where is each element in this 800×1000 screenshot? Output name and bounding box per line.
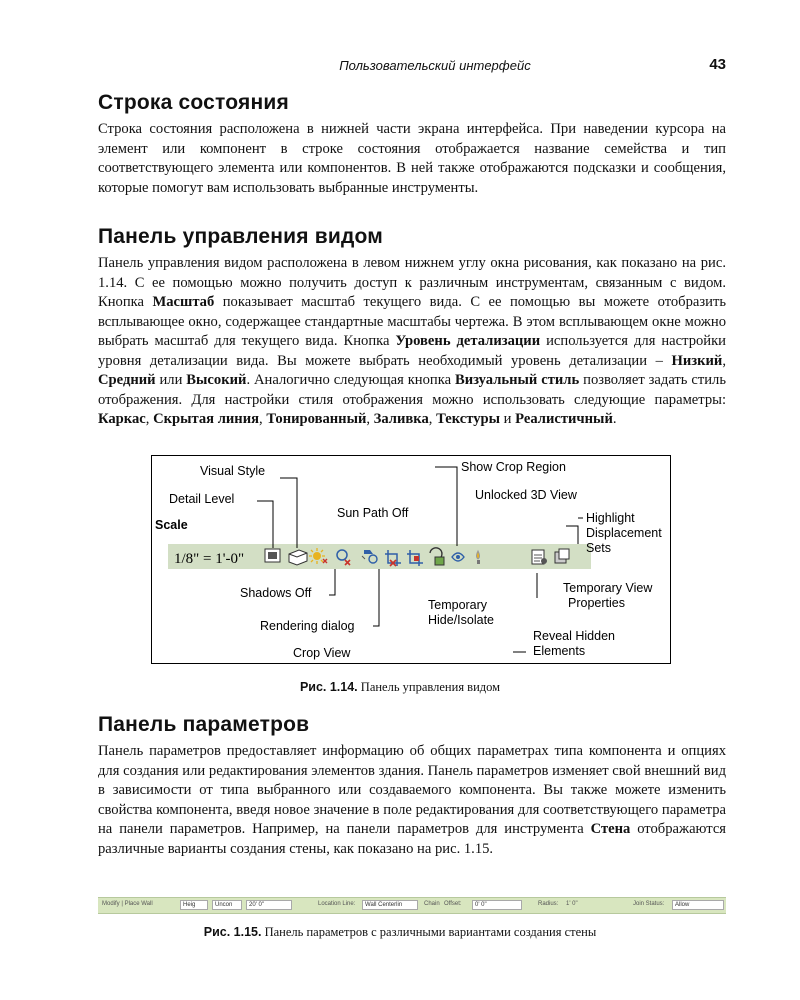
- detail-level-label: Detail Level: [169, 492, 235, 506]
- modify-place-wall-label: Modify | Place Wall: [102, 901, 153, 907]
- height-select[interactable]: Heig: [180, 900, 208, 910]
- page-number: 43: [709, 56, 726, 73]
- detail-level-icon[interactable]: [265, 549, 280, 562]
- figure-view-control-bar: [151, 455, 671, 664]
- scale-button[interactable]: 1/8" = 1'-0": [174, 551, 245, 567]
- temporary-view-label-line1: Temporary View: [563, 581, 653, 595]
- highlight-label-line1: Highlight: [586, 511, 635, 525]
- join-status-label: Join Status:: [633, 901, 665, 907]
- location-line-label: Location Line:: [318, 901, 356, 907]
- shadows-off-label: Shadows Off: [240, 586, 312, 600]
- sun-path-off-label: Sun Path Off: [337, 506, 409, 520]
- section-heading-status-bar: Строка состояния: [98, 91, 289, 114]
- offset-input[interactable]: 0' 0": [472, 900, 522, 910]
- height-value-input[interactable]: 20' 0": [246, 900, 292, 910]
- show-crop-region-label: Show Crop Region: [461, 460, 566, 474]
- options-bar-paragraph: Панель параметров предоставляет информацию об общих параметрах типа компонента и опциях для создания или редактирования элементов здания. Панель параметров изменяет свой внешний вид в зависимости от типа выбранного или создаваемого компонента. Вы также можете изменить свойства компонента, введя новое значение в поле редактирования для соответствующего параметра на панели параметров. Например, на панели параметров для инструмента Стена отображаются различные варианты создания стены, как показано на рис. 1.15.: [98, 743, 727, 857]
- radius-value: 1' 0": [566, 901, 578, 907]
- join-status-select[interactable]: Allow: [672, 900, 724, 910]
- radius-checkbox[interactable]: Radius:: [538, 901, 559, 907]
- location-line-select[interactable]: Wall Centerlin: [362, 900, 418, 910]
- section-heading-options-bar: Панель параметров: [98, 713, 310, 736]
- highlight-label-line3: Sets: [586, 541, 612, 555]
- crop-view-label: Crop View: [293, 646, 351, 660]
- rendering-dialog-label: Rendering dialog: [260, 619, 355, 633]
- figure-1-14-caption: Рис. 1.14. Панель управления видом: [299, 680, 501, 694]
- chain-checkbox[interactable]: Chain: [424, 901, 440, 907]
- unconnected-select[interactable]: Uncon: [212, 900, 242, 910]
- section-heading-view-control: Панель управления видом: [98, 225, 383, 248]
- highlight-label-line2: Displacement: [586, 526, 662, 540]
- unlocked-3d-view-label: Unlocked 3D View: [475, 488, 577, 502]
- temporary-view-label-line2: Properties: [568, 596, 625, 610]
- temporary-hide-label-line1: Temporary: [428, 598, 488, 612]
- figure-annotated-toolbar: [152, 456, 672, 665]
- visual-style-label: Visual Style: [200, 464, 266, 478]
- running-header-title: Пользовательский интерфейс: [339, 58, 531, 73]
- scale-label: Scale: [155, 518, 188, 532]
- temporary-hide-label-line2: Hide/Isolate: [428, 613, 495, 627]
- figure-1-15-caption: Рис. 1.15. Панель параметров с различными вариантами создания стены: [203, 925, 597, 939]
- view-control-paragraph: Панель управления видом расположена в левом нижнем углу окна рисования, как показано на рис. 1.14. С ее помощью можно получить доступ к различным инструментам, связанным с видом. Кнопка Масштаб показывает масштаб текущего вида. С ее помощью вы можете отобразить всплывающее окно, содержащее стандартные масштабы чертежа. В этом всплывающем окне можно выбрать масштаб для текущего вида. Кнопка Уровень детализации используется для настройки уровня детализации вида. Вы можете выбрать необходимый уровень детализации – Низкий, Средний или Высокий. Аналогично следующая кнопка Визуальный стиль позволяет задать стиль отображения. Для настройки стиля отображения можно использовать следующие параметры: Каркас, Скрытая линия, Тонированный, Заливка, Текстуры и Реалистичный.: [98, 255, 726, 427]
- options-bar-screenshot: [98, 897, 726, 914]
- offset-label: Offset:: [444, 901, 462, 907]
- status-bar-paragraph: Строка состояния расположена в нижней части экрана интерфейса. При наведении курсора на элемент или компонент в строке состояния отображается название семейства и тип соответствующего элемента или компонентов. В ней также отображаются подсказки и сообщения, которые помогут вам использовать выбранные инструменты.: [98, 121, 726, 196]
- reveal-hidden-label-line2: Elements: [533, 644, 586, 658]
- reveal-hidden-label-line1: Reveal Hidden: [533, 629, 615, 643]
